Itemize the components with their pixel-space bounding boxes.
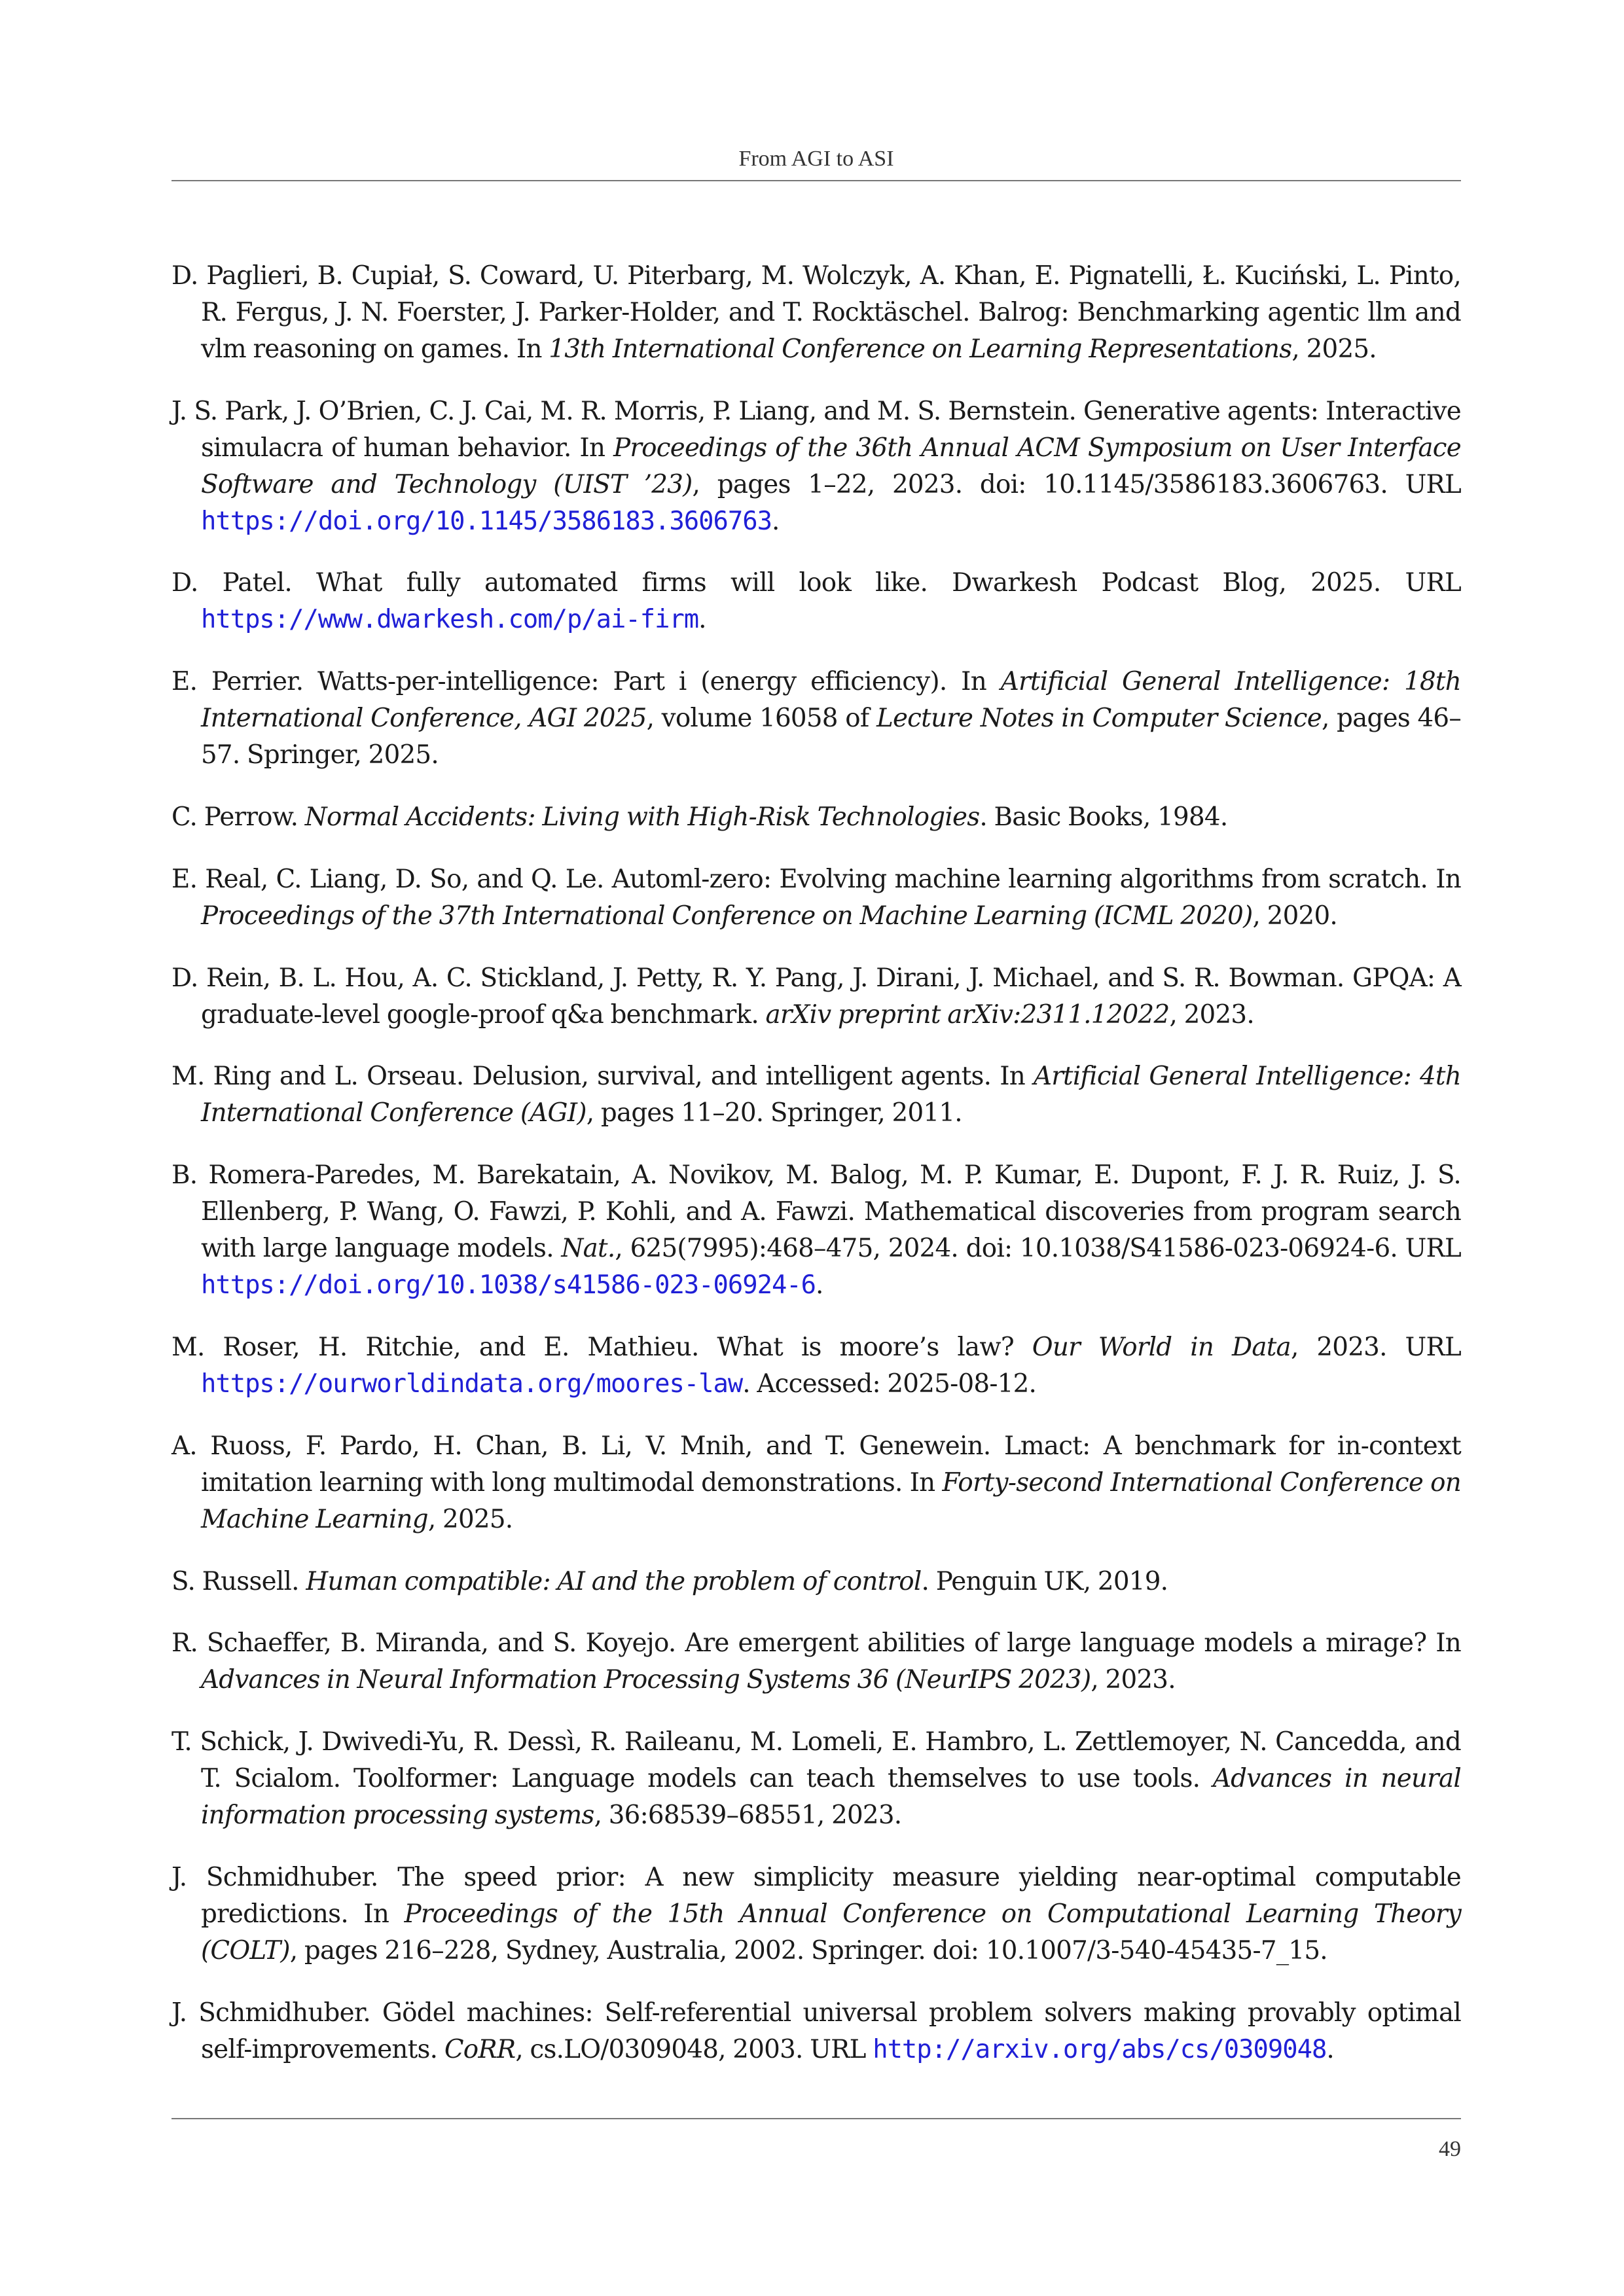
reference-details: , 2025. [427, 1504, 513, 1534]
reference-authors: J. Schmidhuber. [171, 1998, 370, 2028]
reference-authors: S. Russell. [171, 1566, 299, 1596]
reference-details: . Basic Books, 1984. [979, 802, 1228, 832]
reference-authors: J. S. Park, J. O’Brien, C. J. Cai, M. R. Morris, P. Liang, and M. S. Bernstein. [171, 396, 1077, 426]
reference-venue: Artificial General Intelligence: 4th International Conference (AGI) [201, 1062, 1461, 1128]
reference-details: . Penguin UK, 2019. [921, 1566, 1168, 1596]
reference-in: In [909, 1467, 935, 1498]
reference-tail: . Accessed: 2025-08-12. [742, 1369, 1037, 1399]
reference-title: Gödel machines: Self-referential universal problem solvers making provably optimal self-improvements. [201, 1998, 1461, 2064]
reference-title: What fully automated firms will look like. [316, 568, 928, 598]
reference-details: , volume 16058 of [646, 704, 869, 734]
reference-authors: D. Patel. [171, 568, 292, 598]
reference-series: Lecture Notes in Computer Science [876, 704, 1322, 734]
reference-details: , pages 1–22, 2023. doi: 10.1145/3586183.3606763. URL [692, 469, 1461, 499]
reference-title: Delusion, survival, and intelligent agents. [472, 1062, 992, 1092]
reference-details: , cs.LO/0309048, 2003. URL [515, 2034, 866, 2064]
reference-title: Generative agents: Interactive simulacra of human behavior. [201, 396, 1461, 463]
reference-venue: Proceedings of the 15th Annual Conference on Computational Learning Theory (COLT) [201, 1899, 1461, 1965]
reference-item [171, 1428, 1461, 1538]
reference-item [171, 1329, 1461, 1403]
reference-in: In [961, 667, 986, 697]
reference-in: In [1435, 864, 1461, 894]
reference-authors: B. Romera-Paredes, M. Barekatain, A. Novikov, M. Balog, M. P. Kumar, E. Dupont, F. J. R. Ruiz, J. S. Ellenberg, P. Wang, O. Fawzi, P. Kohli, and A. Fawzi. [171, 1160, 1461, 1227]
reference-url-link[interactable]: https://ourworldindata.org/moores-law [201, 1369, 743, 1399]
reference-venue: Advances in Neural Information Processing Systems 36 (NeurIPS 2023) [201, 1665, 1091, 1695]
reference-title: Watts-per-intelligence: Part i (energy efficiency). [317, 667, 947, 697]
reference-details: , 2020. [1252, 901, 1337, 931]
reference-authors: T. Schick, J. Dwivedi-Yu, R. Dessì, R. Raileanu, M. Lomeli, E. Hambro, L. Zettlemoyer, N. Cancedda, and T. Scialom. [171, 1727, 1461, 1794]
reference-in: In [579, 433, 605, 463]
reference-authors: E. Perrier. [171, 667, 304, 697]
footer-rule [171, 2118, 1461, 2119]
reference-title: Automl-zero: Evolving machine learning algorithms from scratch. [611, 864, 1428, 894]
reference-in: In [363, 1899, 389, 1929]
reference-title: Lmact: A benchmark for in-context imitation learning with long multimodal demonstrations. [201, 1431, 1461, 1498]
reference-details: Dwarkesh Podcast Blog, 2025. URL [952, 568, 1461, 598]
running-header: From AGI to ASI [738, 147, 894, 171]
reference-venue: Normal Accidents: Living with High-Risk Technologies [304, 802, 980, 832]
reference-venue: 13th International Conference on Learning Representations [549, 334, 1292, 364]
reference-tail: . [698, 605, 706, 635]
reference-title: GPQA: A graduate-level google-proof q&a benchmark. [201, 963, 1461, 1030]
reference-authors: D. Paglieri, B. Cupiał, S. Coward, U. Piterbarg, M. Wolczyk, A. Khan, E. Pignatelli, Ł. Kuciński, L. Pinto, R. Fergus, J. N. Foerster, J. Parker-Holder, and T. Rocktäschel. [171, 260, 1461, 327]
reference-title: Are emergent abilities of large language models a mirage? [685, 1628, 1427, 1659]
reference-authors: M. Roser, H. Ritchie, and E. Mathieu. [171, 1332, 699, 1362]
reference-item [171, 664, 1461, 774]
reference-url-link[interactable]: https://doi.org/10.1145/3586183.3606763 [201, 506, 772, 536]
reference-venue: Advances in neural information processing systems [201, 1764, 1461, 1831]
reference-url-link[interactable]: http://arxiv.org/abs/cs/0309048 [873, 2034, 1327, 2064]
reference-item [171, 393, 1461, 540]
reference-details: , 2023. [1091, 1665, 1176, 1695]
reference-list [171, 232, 1461, 2092]
reference-title: Balrog: Benchmarking agentic llm and vlm reasoning on games. [201, 297, 1462, 364]
reference-details: , pages 11–20. Springer, 2011. [586, 1098, 962, 1128]
reference-item [171, 1625, 1461, 1698]
reference-item [171, 1724, 1461, 1834]
reference-tail: . [771, 506, 780, 536]
reference-item [171, 1157, 1461, 1304]
reference-authors: C. Perrow. [171, 802, 298, 832]
reference-item [171, 565, 1461, 638]
reference-details: , pages 216–228, Sydney, Australia, 2002. Springer. doi: 10.1007/3-540-45435-7_15. [289, 1935, 1327, 1965]
reference-details: , 36:68539–68551, 2023. [594, 1801, 902, 1831]
reference-venue: Nat. [561, 1234, 615, 1264]
reference-details: , 2023. URL [1290, 1332, 1461, 1362]
reference-venue: Our World in Data [1032, 1332, 1291, 1362]
reference-in: In [1000, 1062, 1026, 1092]
reference-authors: E. Real, C. Liang, D. So, and Q. Le. [171, 864, 604, 894]
reference-tail: . [1326, 2034, 1334, 2064]
reference-authors: R. Schaeffer, B. Miranda, and S. Koyejo. [171, 1628, 676, 1659]
reference-authors: A. Ruoss, F. Pardo, H. Chan, B. Li, V. Mnih, and T. Genewein. [171, 1431, 991, 1461]
reference-item [171, 258, 1461, 368]
reference-url-link[interactable]: https://doi.org/10.1038/s41586-023-06924-6 [201, 1270, 816, 1300]
reference-tail: . [816, 1270, 823, 1300]
reference-item [171, 1859, 1461, 1969]
reference-details-2: , pages 46–57. Springer, 2025. [201, 704, 1461, 770]
reference-venue: Artificial General Intelligence: 18th International Conference, AGI 2025 [201, 667, 1462, 734]
reference-venue: Human compatible: AI and the problem of control [306, 1566, 922, 1596]
reference-item [171, 799, 1461, 836]
reference-url-link[interactable]: https://www.dwarkesh.com/p/ai-firm [201, 605, 699, 635]
reference-item [171, 861, 1461, 935]
reference-title: The speed prior: A new simplicity measure yielding near-optimal computable predictions. [201, 1862, 1461, 1929]
reference-authors: M. Ring and L. Orseau. [171, 1062, 464, 1092]
header-rule [171, 180, 1461, 181]
reference-venue: Forty-second International Conference on Machine Learning [201, 1467, 1461, 1534]
reference-in: In [516, 334, 542, 364]
reference-venue: Proceedings of the 37th International Conference on Machine Learning (ICML 2020) [201, 901, 1253, 931]
reference-details: , 625(7995):468–475, 2024. doi: 10.1038/S41586-023-06924-6. URL [615, 1234, 1462, 1264]
reference-authors: D. Rein, B. L. Hou, A. C. Stickland, J. Petty, R. Y. Pang, J. Dirani, J. Michael, and S. R. Bowman. [171, 963, 1344, 993]
reference-title: Mathematical discoveries from program search with large language models. [201, 1197, 1461, 1264]
reference-item [171, 1058, 1461, 1132]
reference-in: In [1435, 1628, 1461, 1659]
reference-details: , 2025. [1291, 334, 1377, 364]
reference-authors: J. Schmidhuber. [171, 1862, 378, 1892]
reference-item [171, 1564, 1461, 1600]
reference-venue: Proceedings of the 36th Annual ACM Symposium on User Interface Software and Technology (UIST ’23) [201, 433, 1461, 499]
reference-venue: arXiv preprint arXiv:2311.12022 [765, 999, 1170, 1030]
reference-title: What is moore’s law? [717, 1332, 1014, 1362]
reference-title: Toolformer: Language models can teach themselves to use tools. [353, 1764, 1200, 1794]
page-number: 49 [1439, 2137, 1461, 2161]
reference-details: , 2023. [1169, 999, 1254, 1030]
reference-item [171, 1995, 1461, 2068]
reference-venue: CoRR [444, 2034, 516, 2064]
reference-item [171, 960, 1461, 1033]
